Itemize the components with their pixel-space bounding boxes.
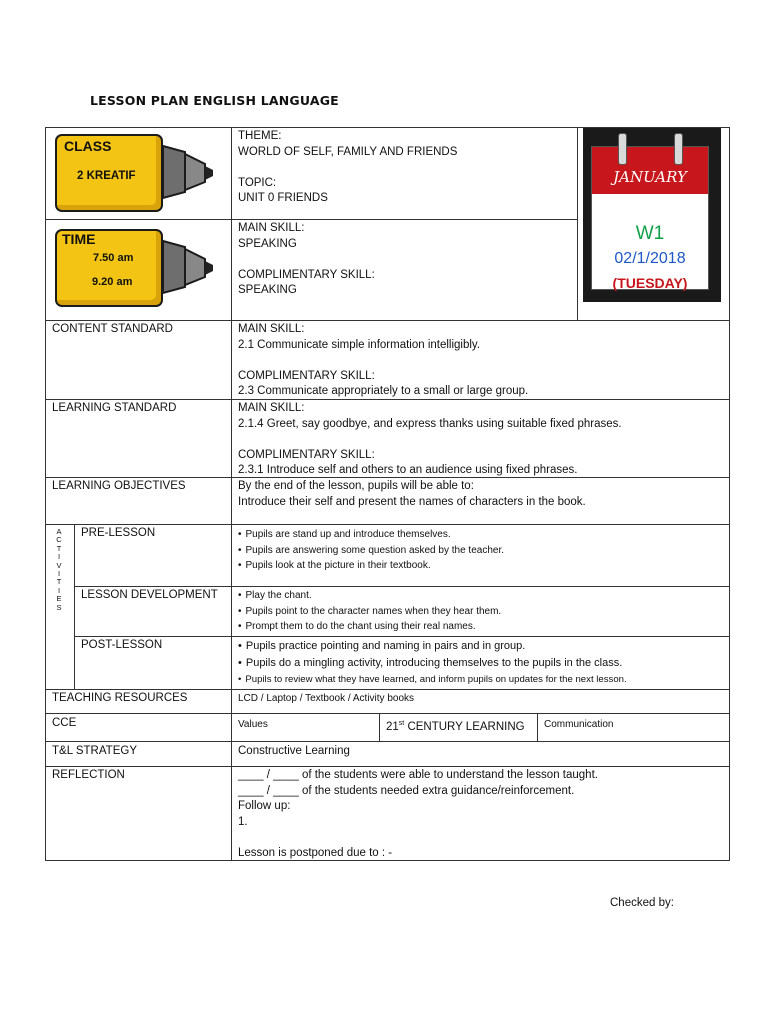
class-cell [45, 127, 232, 220]
list-item: • Pupils look at the picture in their textbook. [238, 558, 723, 574]
learning-objectives-label-cell [45, 477, 232, 525]
cs-main-text: 2.1 Communicate simple information intelligibly. [238, 338, 481, 351]
topic-label: TOPIC: [238, 176, 277, 189]
lo-line1: By the end of the lesson, pupils will be able to: [238, 480, 474, 492]
lesson-development-label-cell [74, 586, 232, 637]
lo-line2: Introduce their self and present the names of characters in the book. [238, 495, 586, 508]
lesson-development-cell [231, 586, 730, 637]
learning-objectives-label: LEARNING OBJECTIVES [52, 480, 186, 492]
content-standard-label: CONTENT STANDARD [52, 323, 173, 335]
lesson-development-label: LESSON DEVELOPMENT [81, 589, 218, 601]
c21-label-cell [379, 713, 538, 742]
teaching-resources-cell [231, 689, 730, 714]
ls-main-text: 2.1.4 Greet, say goodbye, and express thanks using suitable fixed phrases. [238, 417, 622, 430]
teaching-resources-value: LCD / Laptop / Textbook / Activity books [238, 693, 415, 704]
cce-label: CCE [52, 717, 77, 729]
learning-standard-cell [231, 399, 730, 478]
ls-comp-label: COMPLIMENTARY SKILL: [238, 448, 375, 461]
class-label: CLASS [64, 138, 112, 154]
comp-skill-label: COMPLIMENTARY SKILL: [238, 268, 375, 281]
list-item: • Pupils are answering some question asked by the teacher. [238, 543, 723, 559]
calendar-week: W1 [635, 223, 665, 244]
post-lesson-label-cell [74, 636, 232, 690]
pre-lesson-list [238, 527, 723, 574]
ls-comp-text: 2.3.1 Introduce self and others to an audience using fixed phrases. [238, 464, 578, 476]
reflection-line1: ____ / ____ of the students were able to understand the lesson taught. [238, 769, 598, 781]
ls-main-label: MAIN SKILL: [238, 402, 305, 414]
reflection-postponed: Lesson is postponed due to : - [238, 846, 393, 859]
theme-label: THEME: [238, 130, 282, 142]
checked-by: Checked by: [610, 897, 674, 909]
theme-value: WORLD OF SELF, FAMILY AND FRIENDS [238, 145, 458, 158]
list-item: • Pupils do a mingling activity, introducing themselves to the pupils in the class. [238, 655, 723, 672]
c21-value-cell [537, 713, 730, 742]
comp-skill-value: SPEAKING [238, 284, 297, 296]
document-title: LESSON PLAN ENGLISH LANGUAGE [90, 93, 339, 108]
post-lesson-list [238, 638, 723, 688]
skills-cell [231, 219, 578, 321]
reflection-line2: ____ / ____ of the students needed extra guidance/reinforcement. [238, 784, 575, 797]
cce-values-cell [231, 713, 380, 742]
post-lesson-label: POST-LESSON [81, 639, 163, 651]
reflection-label: REFLECTION [52, 769, 125, 781]
pre-lesson-label-cell [74, 524, 232, 587]
strategy-label: T&L STRATEGY [52, 745, 137, 757]
theme-topic-cell [231, 127, 578, 220]
post-lesson-cell [231, 636, 730, 690]
list-item: • Prompt them to do the chant using their real names. [238, 619, 723, 635]
strategy-label-cell [45, 741, 232, 767]
reflection-follow-up: Follow up: [238, 800, 291, 812]
pre-lesson-cell [231, 524, 730, 587]
list-item: • Pupils to review what they have learned, and inform pupils on updates for the next lesson. [238, 672, 723, 688]
list-item: • Pupils practice pointing and naming in pairs and in group. [238, 638, 723, 655]
cs-comp-text: 2.3 Communicate appropriately to a small or large group. [238, 385, 529, 397]
reflection-label-cell [45, 766, 232, 861]
time-start: 7.50 am [93, 252, 134, 264]
time-label: TIME [62, 231, 96, 247]
time-cell [45, 219, 232, 321]
topic-value: UNIT 0 FRIENDS [238, 192, 328, 204]
list-item: • Pupils point to the character names when they hear them. [238, 604, 723, 620]
teaching-resources-label-cell [45, 689, 232, 714]
learning-standard-label: LEARNING STANDARD [52, 402, 177, 414]
time-end: 9.20 am [92, 276, 133, 288]
strategy-value: Constructive Learning [238, 745, 350, 757]
content-standard-cell [231, 320, 730, 400]
calendar-day: (TUESDAY) [612, 275, 688, 291]
main-skill-value: SPEAKING [238, 237, 297, 250]
calendar-ring-left-icon [618, 133, 627, 165]
calendar-date: 02/1/2018 [614, 250, 686, 267]
cce-value: Values [238, 719, 268, 730]
cs-comp-label: COMPLIMENTARY SKILL: [238, 369, 375, 382]
lesson-development-list [238, 588, 723, 635]
pre-lesson-label: PRE-LESSON [81, 527, 156, 539]
content-standard-label-cell [45, 320, 232, 400]
activities-vertical-label: A C T I V I T I E S [56, 527, 62, 612]
main-skill-label: MAIN SKILL: [238, 222, 305, 234]
reflection-cell [231, 766, 730, 861]
calendar-month: JANUARY [592, 147, 708, 194]
time-highlighter-badge [55, 227, 205, 307]
c21-suffix: CENTURY LEARNING [404, 720, 525, 733]
list-item: • Play the chant. [238, 588, 723, 604]
reflection-item1: 1. [238, 815, 248, 828]
learning-objectives-cell [231, 477, 730, 525]
calendar-ring-right-icon [674, 133, 683, 165]
calendar-page [591, 146, 709, 290]
strategy-cell [231, 741, 730, 767]
class-highlighter-badge [55, 132, 205, 212]
learning-standard-label-cell [45, 399, 232, 478]
cce-label-cell [45, 713, 232, 742]
class-value: 2 KREATIF [77, 170, 136, 182]
c21-value: Communication [544, 719, 614, 730]
c21-prefix: 21 [386, 720, 399, 733]
c21-sup: st [398, 720, 405, 727]
list-item: • Pupils are stand up and introduce themselves. [238, 527, 723, 543]
cs-main-label: MAIN SKILL: [238, 323, 305, 335]
teaching-resources-label: TEACHING RESOURCES [52, 692, 188, 704]
calendar-graphic [583, 128, 721, 302]
